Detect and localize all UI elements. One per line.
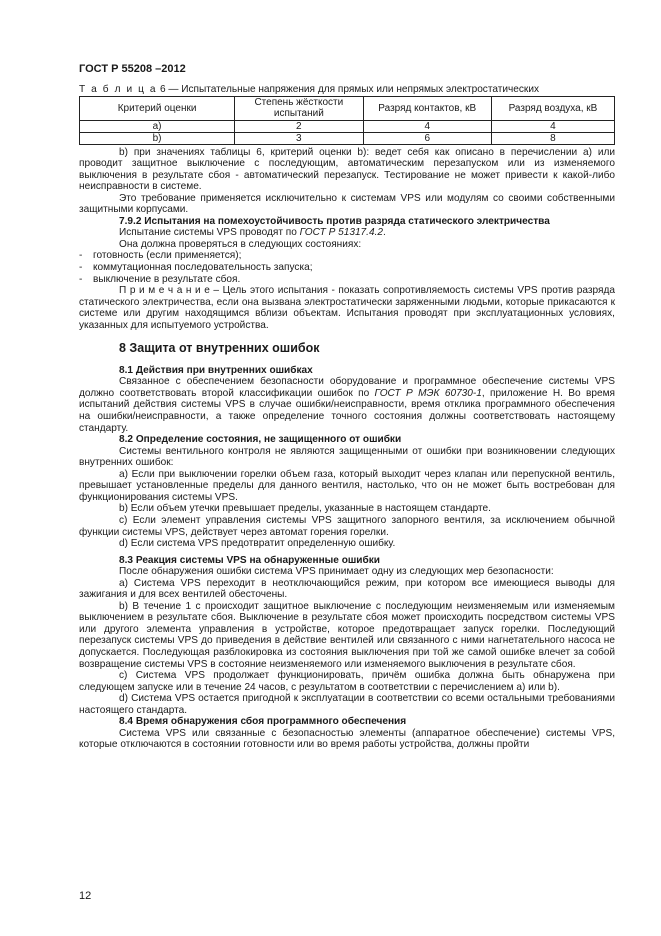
standard-header: ГОСТ Р 55208 –2012 — [79, 63, 186, 75]
paragraph: d) Система VPS остается пригодной к эксплуатации в соответствии со всеми остальными требованиями настоящего стандарта. — [79, 693, 615, 716]
table-caption-label: Т а б л и ц а — [79, 84, 158, 95]
subsection-heading: 8.4 Время обнаружения сбоя программного обеспечения — [119, 716, 407, 728]
subsection-heading: 8.1 Действия при внутренних ошибках — [119, 364, 313, 376]
page-number: 12 — [79, 890, 92, 902]
paragraph: b) В течение 1 с происходит защитное выключение с последующим неизменяемым или изменяемым выключением в результате сбоя. Выключение в результате сбоя может происходить посредством системы VPS или другого элемента управления в устройстве, которое предотвращает запуск горелки. Последующий перезапуск системы VPS до приведения в действие вентилей или связанного с ними нагнетательного насоса не допускается. Последующая разблокировка из состояния выключения при той же самой ошибке влечет за собой возвращение системы VPS в состояние неизменяемого или изменяемого выключения в результате сбоя. — [79, 600, 615, 670]
paragraph: Системы вентильного контроля не являются защищенными от ошибки при возникновении следующих внутренних ошибок: — [79, 445, 615, 469]
note-label: П р и м е ч а н и е — [119, 285, 210, 297]
dash-bullet: - — [79, 250, 83, 262]
table-header-row — [80, 96, 615, 120]
table-cell: 4 — [491, 120, 614, 132]
table-caption — [79, 84, 615, 96]
subsection-heading: 7.9.2 Испытания на помехоустойчивость против разряда статического электричества — [119, 215, 550, 227]
paragraph: а) Если при выключении горелки объем газа, который выходит через клапан или перепускной вентиль, превышает установленные пределы для данного вентиля, настолько, что он не может быть востребован для функционирования системы VPS. — [79, 468, 615, 503]
list-item-text: коммутационная последовательность запуска; — [93, 262, 313, 274]
paragraph: а) Система VPS переходит в неотключающийся режим, при котором все имеющиеся выводы для зажигания и для всех вентилей обесточены. — [79, 577, 615, 601]
text-run: Связанное с обеспечением безопасности оборудование и программное обеспечение системы VPS должно соответствовать второй классификации ошибок по — [79, 376, 615, 399]
table-row — [80, 132, 615, 144]
page-content — [79, 84, 615, 751]
paragraph: d) Если система VPS предотвратит определенную ошибку. — [119, 538, 396, 550]
list-item — [79, 250, 615, 262]
list-item — [79, 274, 615, 286]
table-header-cell: Степень жёсткости испытаний — [235, 96, 363, 120]
note-text: – Цель этого испытания - показать сопротивляемость системы VPS против разряда статического электричества, если она вызвана электростатически заряженными людьми, которые прикасаются к системе или другим находящимся вблизи объектам. Испытания проводят при эксплуатационных условиях, указанных для испытуемого устройства. — [79, 285, 616, 331]
standard-reference: ГОСТ Р 51317.4.2 — [299, 227, 384, 239]
paragraph: b) при значениях таблицы 6, критерий оценки b): ведет себя как описано в перечислении а) или проводит защитное выключение с последующим, автоматическим перезапуском или из изменяемого выключения в результате сбоя - автоматический перезапуск. Тестирование не может привести к какой-либо неисправности в системе. — [79, 146, 615, 193]
table-cell: 8 — [491, 132, 614, 144]
text-run: Испытание системы VPS проводят по — [119, 227, 300, 239]
table-row — [80, 120, 615, 132]
dash-bullet: - — [79, 273, 83, 285]
section-heading: 8 Защита от внутренних ошибок — [119, 341, 320, 356]
note-paragraph — [79, 285, 615, 331]
dash-bullet: - — [79, 262, 83, 274]
list-item-text: выключение в результате сбоя. — [93, 273, 241, 285]
paragraph: Она должна проверяться в следующих состояниях: — [119, 238, 362, 250]
paragraph: с) Если элемент управления системы VPS защитного запорного вентиля, за исключением обычной функции системы VPS, действует через автомат горения горелки. — [79, 514, 615, 538]
paragraph: После обнаружения ошибки система VPS принимает одну из следующих мер безопасности: — [119, 566, 554, 578]
table-cell: 3 — [235, 132, 363, 144]
paragraph — [79, 376, 615, 434]
table-cell: 6 — [363, 132, 491, 144]
table-header-cell: Разряд воздуха, кВ — [491, 96, 614, 120]
paragraph: b) Если объем утечки превышает пределы, указанные в настоящем стандарте. — [119, 503, 491, 515]
table-header-cell: Разряд контактов, кВ — [363, 96, 491, 120]
table-caption-text: 6 — Испытательные напряжения для прямых или непрямых электростатических — [159, 84, 540, 95]
test-voltage-table — [79, 96, 615, 145]
table-header-cell: Критерий оценки — [80, 96, 235, 120]
table-cell: 4 — [363, 120, 491, 132]
table-cell: b) — [80, 132, 235, 144]
list-item-text: готовность (если применяется); — [93, 250, 242, 262]
paragraph: Это требование применяется исключительно к системам VPS или модулям со своими собственными защитными корпусами. — [79, 192, 615, 216]
paragraph: с) Система VPS продолжает функционировать, причём ошибка должна быть обнаружена при следующем запуске или в течение 24 часов, с результатом в соответствии с перечислением а) или b). — [79, 670, 615, 693]
list-item — [79, 262, 615, 274]
paragraph: Система VPS или связанные с безопасностью элементы (аппаратное обеспечение) системы VPS, которые отключаются в состоянии готовности или во время работы устройства, должны пройти — [79, 727, 615, 751]
standard-reference: ГОСТ Р МЭК 60730-1 — [374, 387, 482, 399]
table-cell: а) — [80, 120, 235, 132]
text-run: , приложение Н. Во время испытаний действия системы VPS в случае ошибки/неисправности, время отклика программного обеспечения на ошибки/неисправности, а также определение точного состояния должны соответствовать настоящему стандарту. — [79, 387, 615, 434]
subsection-heading: 8.3 Реакция системы VPS на обнаруженные ошибки — [119, 554, 380, 566]
paragraph — [79, 227, 615, 239]
table-cell: 2 — [235, 120, 363, 132]
text-run: . — [383, 227, 386, 239]
subsection-heading: 8.2 Определение состояния, не защищенного от ошибки — [119, 434, 402, 446]
